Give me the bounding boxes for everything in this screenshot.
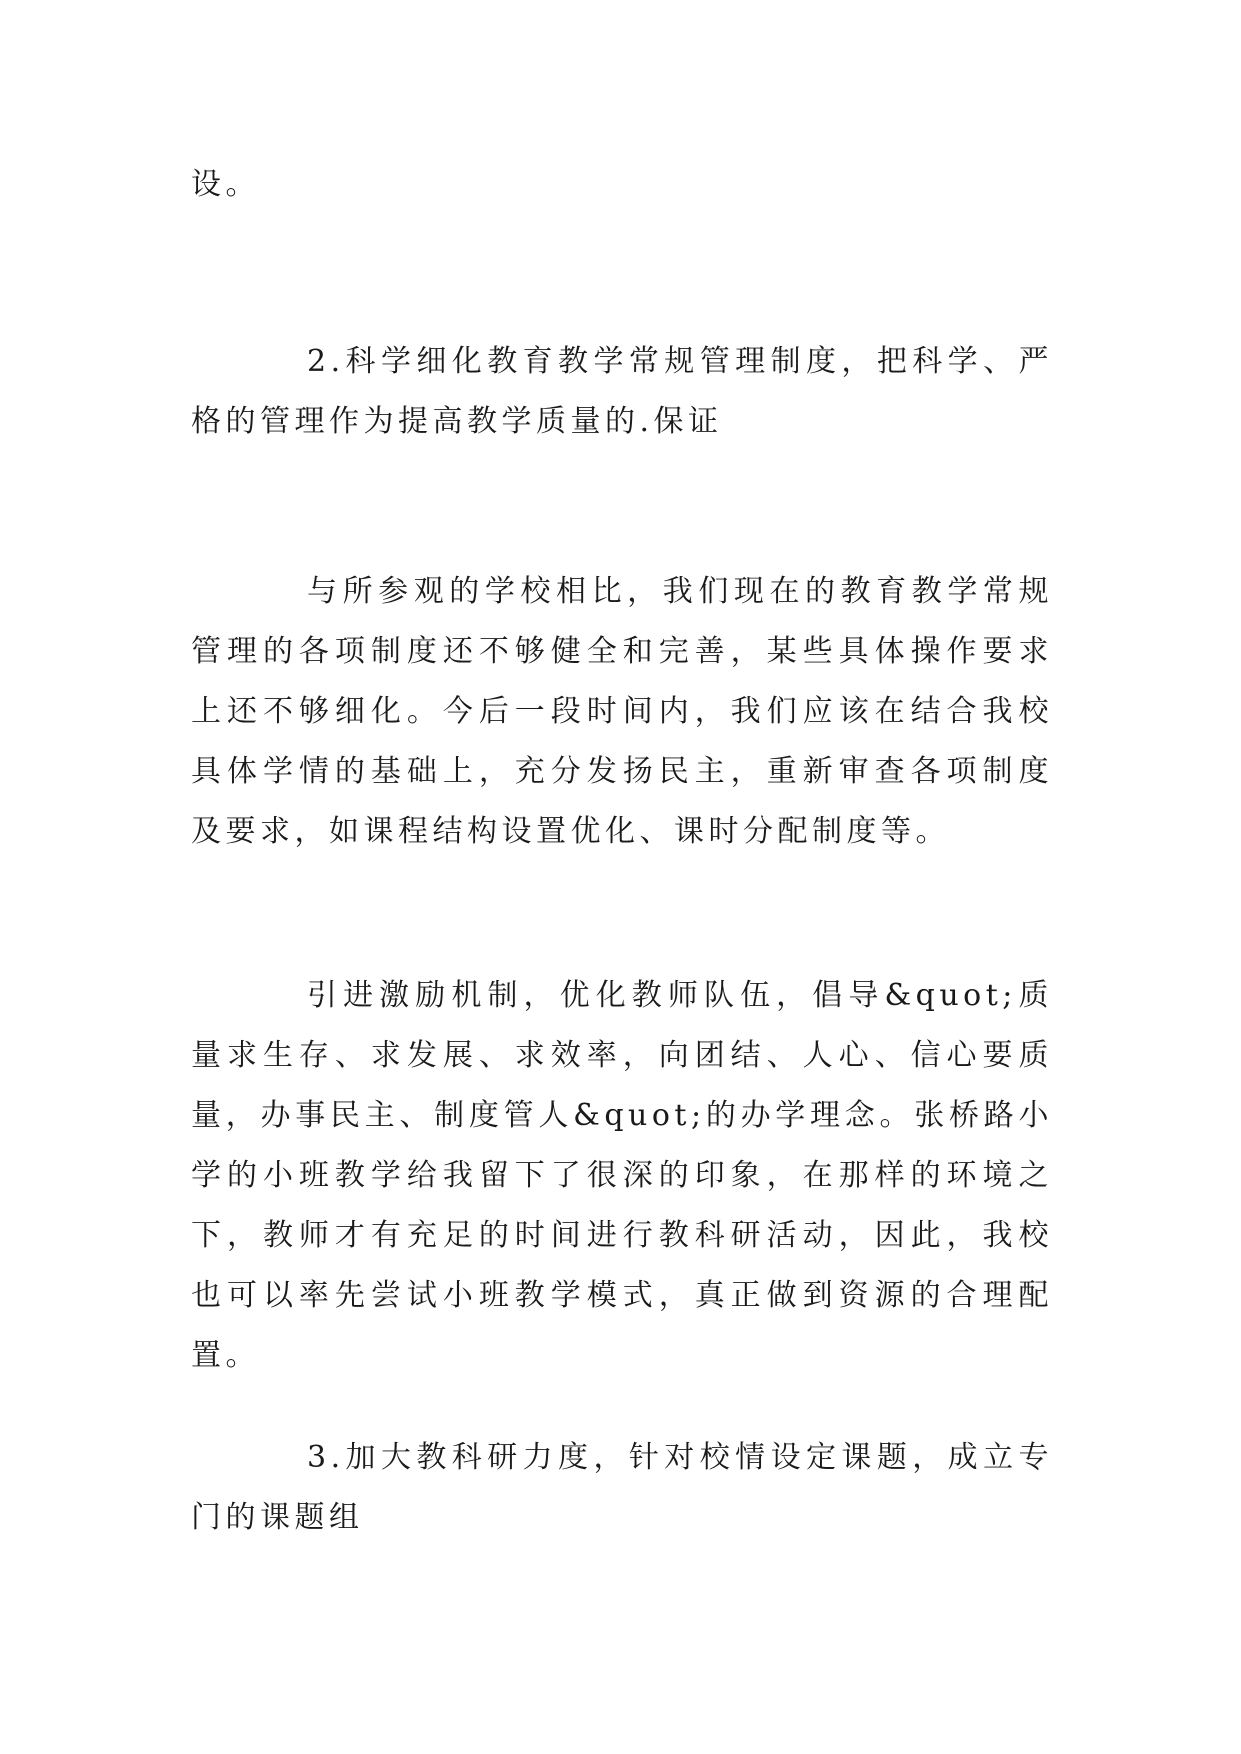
paragraph-continuation: 设。 — [191, 167, 260, 202]
paragraph-incentive-mechanism: 引进激励机制，优化教师队伍，倡导&quot;质量求生存、求发展、求效率，向团结、人心、信心要质量，办事民主、制度管人&quot;的办学理念。张桥路小学的小班教学给我留下了很深的印象，在那样的环境之下，教师才有充足的时间进行教科研活动，因此，我校也可以率先尝试小班教学模式，真正做到资源的合理配置。 — [191, 978, 1053, 1373]
section-heading-3: 3.加大教科研力度，针对校情设定课题，成立专门的课题组 — [191, 1440, 1053, 1535]
section-heading-2: 2.科学细化教育教学常规管理制度，把科学、严格的管理作为提高教学质量的.保证 — [191, 344, 1053, 439]
paragraph-management-system: 与所参观的学校相比，我们现在的教育教学常规管理的各项制度还不够健全和完善，某些具体操作要求上还不够细化。今后一段时间内，我们应该在结合我校具体学情的基础上，充分发扬民主，重新审查各项制度及要求，如课程结构设置优化、课时分配制度等。 — [191, 574, 1053, 849]
